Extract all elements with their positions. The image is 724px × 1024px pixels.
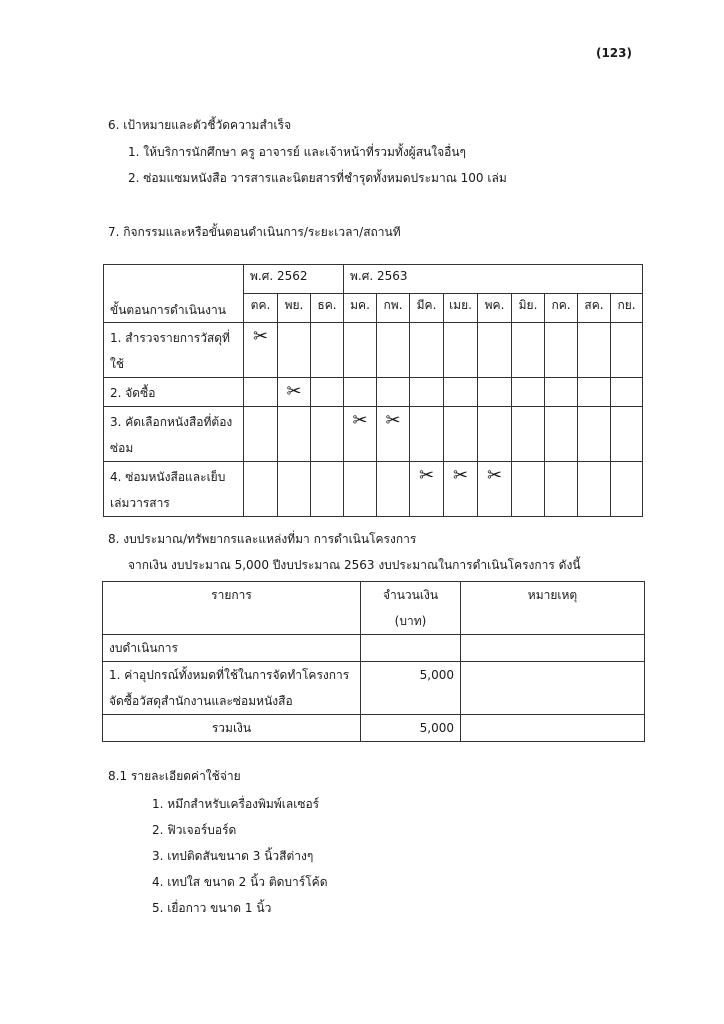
schedule-cell [377,378,410,407]
year-header-2562: พ.ศ. 2562 [244,265,344,294]
budget-item-label [103,662,361,715]
activity-row [104,407,643,462]
budget-total-note [461,715,645,742]
budget-col-amount-line1: จำนวนเงิน [382,588,439,602]
scissors-icon: ✂ [486,465,503,486]
schedule-cell [444,323,478,378]
activity-label: 1. สำรวจรายการวัสดุที่ใช้ [104,323,244,378]
schedule-cell [377,323,410,378]
scissors-icon: ✂ [418,465,435,486]
budget-item-note [461,662,645,715]
schedule-cell [344,407,377,462]
budget-table [102,581,645,742]
schedule-cell [444,378,478,407]
budget-col-amount-line2: (บาท) [394,614,427,628]
schedule-cell [512,407,545,462]
month-header: มีค. [410,294,444,323]
schedule-cell [278,462,311,517]
activity-label: 3. คัดเลือกหนังสือที่ต้องซ่อม [104,407,244,462]
month-header: สค. [578,294,611,323]
schedule-cell [244,378,278,407]
schedule-cell [344,462,377,517]
budget-item-line2: จัดซื้อวัสดุสำนักงานและซ่อมหนังสือ [109,694,293,708]
schedule-cell [311,323,344,378]
month-header: มิย. [512,294,545,323]
section-7-heading: 7. กิจกรรมและหรือขั้นตอนดำเนินการ/ระยะเวลา/สถานที [108,225,401,239]
activity-row [104,323,643,378]
scissors-icon: ✂ [385,410,401,431]
schedule-cell [478,378,512,407]
schedule-cell [278,323,311,378]
schedule-cell [512,462,545,517]
schedule-cell [545,378,578,407]
schedule-cell [611,378,643,407]
schedule-cell [578,378,611,407]
schedule-cell [478,323,512,378]
budget-group-note [461,635,645,662]
budget-item-row [103,662,645,715]
schedule-cell [611,462,643,517]
schedule-cell [377,462,410,517]
month-header: พค. [478,294,512,323]
schedule-cell [410,462,444,517]
schedule-cell [478,407,512,462]
section-8-heading: 8. งบประมาณ/ทรัพยากรและแหล่งที่มา การดำเนินโครงการ [108,532,417,546]
budget-total-label: รวมเงิน [103,715,361,742]
year-header-2563: พ.ศ. 2563 [344,265,643,294]
schedule-cell [545,407,578,462]
schedule-cell [244,407,278,462]
step-header-cell [104,265,244,323]
schedule-cell [344,378,377,407]
activity-row [104,378,643,407]
schedule-cell [311,378,344,407]
section-8-1-item-4: 4. เทปใส ขนาด 2 นิ้ว ติดบาร์โค้ด [152,875,328,889]
schedule-cell [545,462,578,517]
schedule-cell [545,323,578,378]
section-8-1-item-1: 1. หมึกสำหรับเครื่องพิมพ์เลเซอร์ [152,797,320,811]
budget-item-amount: 5,000 [361,662,461,715]
schedule-cell [578,462,611,517]
schedule-cell [410,407,444,462]
schedule-cell [278,378,311,407]
schedule-cell [578,407,611,462]
budget-col-note: หมายเหตุ [461,582,645,635]
section-8-1-item-3: 3. เทปติดสันขนาด 3 นิ้วสีต่างๆ [152,849,314,863]
month-header: กค. [545,294,578,323]
schedule-cell [344,323,377,378]
budget-total-row [103,715,645,742]
schedule-cell [278,407,311,462]
schedule-cell [444,462,478,517]
section-6-item-2: 2. ซ่อมแซมหนังสือ วารสารและนิตยสารที่ชำรุดทั้งหมดประมาณ 100 เล่ม [128,171,507,185]
month-header: กย. [611,294,643,323]
schedule-cell [244,323,278,378]
budget-item-line1: 1. ค่าอุปกรณ์ทั้งหมดที่ใช้ในการจัดทำโครงการ [109,668,350,682]
schedule-cell [512,323,545,378]
schedule-table [103,264,643,517]
month-header: เมย. [444,294,478,323]
schedule-cell [410,323,444,378]
month-header: พย. [278,294,311,323]
activity-row [104,462,643,517]
budget-group-amount [361,635,461,662]
schedule-cell [311,407,344,462]
scissors-icon: ✂ [352,410,368,431]
schedule-cell [512,378,545,407]
schedule-cell [478,462,512,517]
schedule-cell [578,323,611,378]
scissors-icon: ✂ [452,465,469,486]
schedule-cell [410,378,444,407]
section-6-heading: 6. เป้าหมายและตัวชี้วัดความสำเร็จ [108,118,292,132]
budget-group-label: งบดำเนินการ [103,635,361,662]
month-header: กพ. [377,294,410,323]
budget-header-row [103,582,645,635]
scissors-icon: ✂ [286,381,302,402]
schedule-cell [244,462,278,517]
section-8-intro: จากเงิน งบประมาณ 5,000 ปีงบประมาณ 2563 งบประมาณในการดำเนินโครงการ ดังนี้ [128,558,581,572]
section-8-1-heading: 8.1 รายละเอียดค่าใช้จ่าย [108,769,241,783]
schedule-cell [444,407,478,462]
activity-label: 2. จัดซื้อ [104,378,244,407]
budget-group-row [103,635,645,662]
step-header: ขั้นตอนการดำเนินงาน [110,302,226,317]
section-6-item-1: 1. ให้บริการนักศึกษา ครู อาจารย์ และเจ้าหน้าที่รวมทั้งผู้สนใจอื่นๆ [128,145,466,159]
schedule-cell [611,407,643,462]
schedule-cell [311,462,344,517]
schedule-cell [377,407,410,462]
section-8-1-item-2: 2. ฟิวเจอร์บอร์ด [152,823,237,837]
month-header: มค. [344,294,377,323]
section-8-1-item-5: 5. เยื่อกาว ขนาด 1 นิ้ว [152,901,272,915]
budget-col-item: รายการ [103,582,361,635]
budget-col-amount [361,582,461,635]
budget-total-amount: 5,000 [361,715,461,742]
schedule-cell [611,323,643,378]
month-header: ตค. [244,294,278,323]
page-number: (123) [595,46,632,60]
activity-label: 4. ซ่อมหนังสือและเย็บเล่มวารสาร [104,462,244,517]
scissors-icon: ✂ [252,326,269,347]
month-header: ธค. [311,294,344,323]
